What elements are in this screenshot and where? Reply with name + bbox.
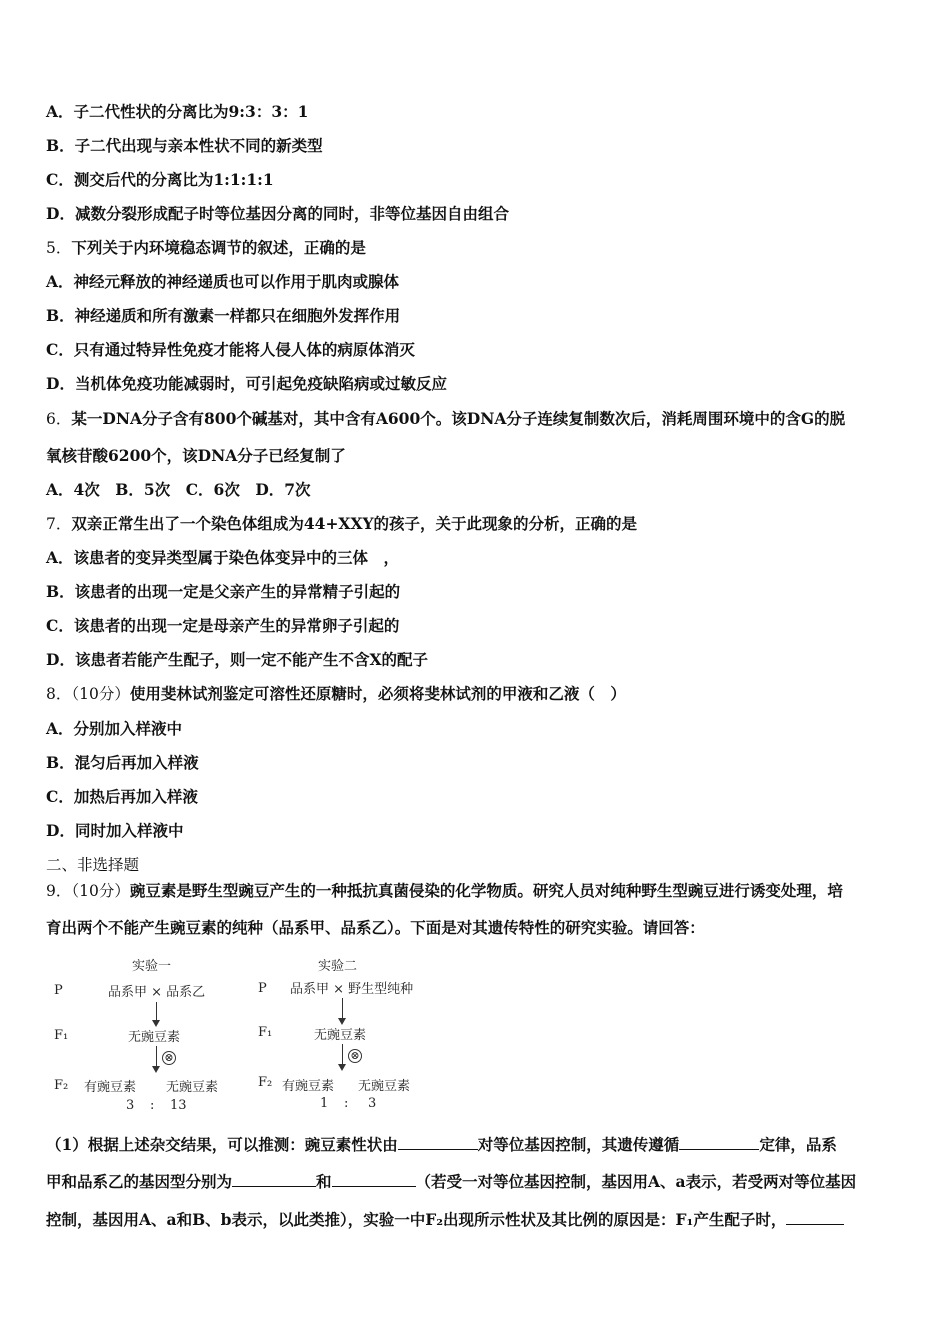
answer-blank-3[interactable] xyxy=(232,1172,316,1187)
q6-stem-line1 xyxy=(46,409,845,429)
q7-number: 7． xyxy=(46,515,72,533)
exp1-title: 实验一 xyxy=(132,959,172,974)
q7-option-c: C．该患者的出现一定是母亲产生的异常卵子引起的 xyxy=(46,616,400,635)
p-label-left: P xyxy=(54,983,63,998)
q9-part1-line1 xyxy=(46,1135,837,1155)
exp1-selfing-icon: ⊗ xyxy=(162,1051,176,1065)
q9-p2-text-a: 甲和品系乙的基因型分别为 xyxy=(46,1172,233,1191)
p-label-right: P xyxy=(258,981,267,996)
exp2-ratio-has: 1 xyxy=(320,1096,329,1111)
q9-p2-text-c: （若受一对等位基因控制，基因用A、a表示，若受两对等位基因 xyxy=(415,1172,857,1191)
exp1-arrowhead-2 xyxy=(152,1066,160,1073)
exp1-f2-none: 无豌豆素 xyxy=(166,1080,219,1095)
q9-p1-text-c: 定律，品系 xyxy=(759,1135,837,1154)
q9-part1-line3 xyxy=(46,1210,844,1230)
exp2-ratio-none: 3 xyxy=(368,1096,377,1111)
q6-stem-text1: 某一DNA分子含有800个碱基对，其中含有A600个。该DNA分子连续复制数次后，消耗周围环境中的含G的脱 xyxy=(71,409,846,428)
q5-stem-text: 下列关于内环境稳态调节的叙述，正确的是 xyxy=(71,238,366,257)
answer-blank-4[interactable] xyxy=(332,1172,416,1187)
exp2-f2-has: 有豌豆素 xyxy=(282,1079,335,1094)
q5-option-c: C．只有通过特异性免疫才能将人侵人体的病原体消灭 xyxy=(46,340,415,359)
q5-stem xyxy=(46,238,366,258)
exp2-f1: 无豌豆素 xyxy=(314,1028,367,1043)
q8-option-c: C．加热后再加入样液 xyxy=(46,787,198,806)
exp2-parents: 品系甲 × 野生型纯种 xyxy=(290,982,414,997)
q7-option-a: A．该患者的变异类型属于染色体变异中的三体 ， xyxy=(46,548,400,567)
q4-option-c: C．测交后代的分离比为1:1:1:1 xyxy=(46,170,274,189)
q8-stem xyxy=(46,684,626,704)
exp1-f1: 无豌豆素 xyxy=(128,1030,181,1045)
q9-stem-text1: 豌豆素是野生型豌豆产生的一种抵抗真菌侵染的化学物质。研究人员对纯种野生型豌豆进行诱变处理，培 xyxy=(129,881,843,900)
exp1-f2-has: 有豌豆素 xyxy=(84,1080,137,1095)
answer-blank-1[interactable] xyxy=(398,1135,478,1150)
q9-stem-line2: 育出两个不能产生豌豆素的纯种（品系甲、品系乙）。下面是对其遗传特性的研究实验。请回答： xyxy=(46,918,705,937)
exp2-title: 实验二 xyxy=(318,959,358,974)
q5-option-d: D．当机体免疫功能减弱时，可引起免疫缺陷病或过敏反应 xyxy=(46,374,447,393)
q5-option-a: A．神经元释放的神经递质也可以作用于肌肉或腺体 xyxy=(46,272,400,291)
exp2-f2-none: 无豌豆素 xyxy=(358,1079,411,1094)
answer-blank-2[interactable] xyxy=(679,1135,759,1150)
q5-option-b: B．神经递质和所有激素一样都只在细胞外发挥作用 xyxy=(46,306,401,325)
q9-p3-text-a: 控制，基因用A、a和B、b表示，以此类推），实验一中F₂出现所示性状及其比例的原因是：F₁产生配子时， xyxy=(46,1210,787,1229)
q7-stem-text: 双亲正常生出了一个染色体组成为44+XXY的孩子，关于此现象的分析，正确的是 xyxy=(71,514,638,533)
exp1-ratio-colon: : xyxy=(150,1098,155,1113)
f1-label-right: F₁ xyxy=(258,1025,273,1040)
q6-number: 6． xyxy=(46,410,72,428)
exp1-parents: 品系甲 × 品系乙 xyxy=(108,985,206,1000)
q9-number: 9．（10分） xyxy=(46,882,130,900)
q9-p1-text-a: （1）根据上述杂交结果，可以推测：豌豆素性状由 xyxy=(46,1135,398,1154)
q9-part1-line2 xyxy=(46,1172,856,1192)
q7-stem xyxy=(46,514,637,534)
q8-stem-text: 使用斐林试剂鉴定可溶性还原糖时，必须将斐林试剂的甲液和乙液（ ） xyxy=(129,684,626,703)
exp2-selfing-icon: ⊗ xyxy=(348,1049,362,1063)
cross-diagram xyxy=(50,950,430,1120)
q7-option-d: D．该患者若能产生配子，则一定不能产生不含X的配子 xyxy=(46,650,428,669)
q7-option-b: B．该患者的出现一定是父亲产生的异常精子引起的 xyxy=(46,582,401,601)
q8-option-d: D．同时加入样液中 xyxy=(46,821,184,840)
q4-option-b: B．子二代出现与亲本性状不同的新类型 xyxy=(46,136,323,155)
f1-label-left: F₁ xyxy=(54,1028,69,1043)
q9-stem-line1 xyxy=(46,881,843,901)
exp1-ratio-has: 3 xyxy=(126,1098,135,1113)
q4-option-a: A．子二代性状的分离比为9:3：3：1 xyxy=(46,102,309,121)
f2-label-left: F₂ xyxy=(54,1078,69,1093)
q9-p1-text-b: 对等位基因控制，其遗传遵循 xyxy=(477,1135,680,1154)
q6-options: A．4次 B．5次 C．6次 D．7次 xyxy=(46,480,311,499)
q8-option-b: B．混匀后再加入样液 xyxy=(46,753,199,772)
q8-number: 8．（10分） xyxy=(46,685,130,703)
f2-label-right: F₂ xyxy=(258,1075,273,1090)
exp1-ratio-none: 13 xyxy=(170,1098,187,1113)
q8-option-a: A．分别加入样液中 xyxy=(46,719,183,738)
q5-number: 5． xyxy=(46,239,72,257)
q9-p2-text-b: 和 xyxy=(316,1172,332,1191)
answer-blank-5[interactable] xyxy=(786,1210,844,1225)
q4-option-d: D．减数分裂形成配子时等位基因分离的同时，非等位基因自由组合 xyxy=(46,204,509,223)
section-heading: 二、非选择题 xyxy=(46,856,140,874)
q6-stem-line2: 氧核苷酸6200个，该DNA分子已经复制了 xyxy=(46,446,346,465)
exp2-arrowhead-2 xyxy=(338,1064,346,1071)
exp2-ratio-colon: : xyxy=(344,1096,349,1111)
